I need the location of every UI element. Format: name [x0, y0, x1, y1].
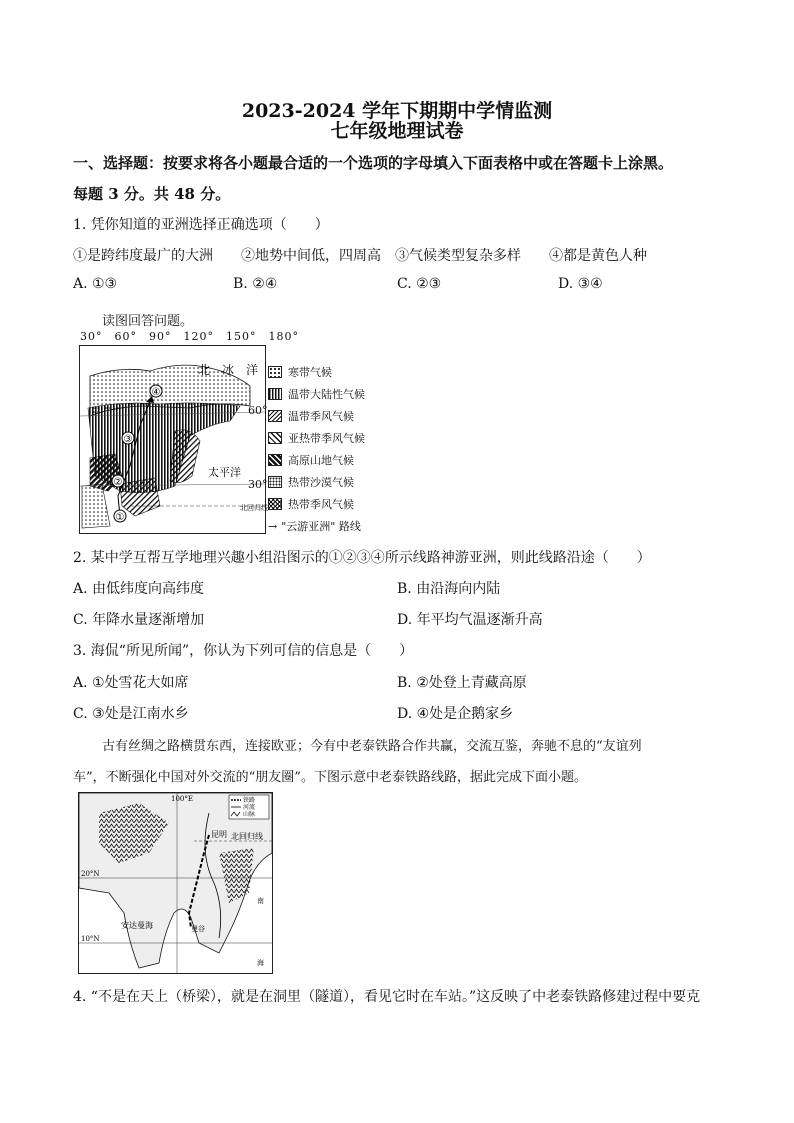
desert-swatch: [268, 476, 282, 488]
q1-option-d: D. ③④: [558, 276, 603, 292]
legend-label: 温带大陆性气候: [288, 388, 365, 401]
route-point-4: ④: [151, 387, 161, 398]
railway-map-graphic: [79, 793, 272, 973]
route-point-3: ③: [123, 434, 133, 445]
legend-temperate-monsoon: [268, 408, 354, 424]
legend-mountain: 山脉: [243, 811, 256, 818]
highland-swatch: [268, 454, 282, 466]
map2-lat-10: 10°N: [81, 935, 100, 943]
passage-line-2: 车”，不断强化中国对外交流的“朋友圈”。下图示意中老泰铁路线路，据此完成下面小题。: [73, 770, 587, 785]
legend-river: 河流: [243, 804, 256, 811]
andaman-sea-label: 安达曼海: [121, 921, 153, 930]
q3-option-b: B. ②处登上青藏高原: [397, 675, 527, 691]
map1-tropic-label: 北回归线: [240, 504, 268, 512]
route-point-2: ②: [113, 477, 123, 488]
q2-option-b: B. 由沿海向内陆: [397, 581, 501, 597]
legend-tropical-monsoon: [268, 496, 354, 512]
q1-statements: ①是跨纬度最广的大洲 ②地势中间低，四周高 ③气候类型复杂多样 ④都是黄色人种: [73, 248, 647, 264]
legend-subtropical-monsoon: [268, 430, 365, 446]
q2-option-c: C. 年降水量逐渐增加: [73, 612, 205, 628]
map1-lat-60: 60°: [248, 404, 268, 417]
q1-option-a: A. ①③: [73, 276, 118, 292]
q2-option-a: A. 由低纬度向高纬度: [73, 581, 205, 597]
q3-option-c: C. ③处是江南水乡: [73, 706, 189, 722]
pacific-ocean-label: 太平洋: [208, 466, 241, 479]
q3-option-d: D. ④处是企鹅家乡: [397, 706, 514, 722]
tundra-swatch: [268, 366, 282, 378]
map2-lon-label: 100°E: [171, 795, 193, 803]
railway-map: [78, 792, 273, 974]
bangkok-label: 曼谷: [191, 925, 205, 933]
kunming-label: 昆明: [211, 830, 227, 839]
q1-stem: 1. 凭你知道的亚洲选择正确选项（ ）: [73, 217, 329, 233]
legend-label: "云游亚洲" 路线: [281, 520, 361, 533]
continental-swatch: [268, 388, 282, 400]
route-point-1: ①: [115, 512, 125, 523]
map1-lon-labels: 30° 60° 90° 120° 150° 180°: [80, 330, 299, 343]
legend-route: [268, 518, 361, 534]
q1-option-c: C. ②③: [397, 276, 442, 292]
legend-label: 温带季风气候: [288, 410, 354, 423]
q3-stem: 3. 海侃“所见所闻”，你认为下列可信的信息是（ ）: [73, 643, 414, 659]
map2-lat-20: 20°N: [81, 870, 100, 878]
page-subtitle: 七年级地理试卷: [330, 120, 464, 142]
read-map-prompt: 读图回答问题。: [102, 314, 194, 329]
legend-label: 寒带气候: [288, 366, 332, 379]
legend-continental: [268, 386, 365, 402]
south-sea-label-2: 海: [257, 959, 264, 967]
legend-label: 热带季风气候: [288, 498, 354, 511]
section-instruction: 一、选择题：按要求将各小题最合适的一个选项的字母填入下面表格中或在答题卡上涂黑。: [73, 154, 674, 172]
legend-label: 热带沙漠气候: [288, 476, 354, 489]
page-title: 2023-2024 学年下期期中学情监测: [241, 100, 553, 122]
passage-line-1: 古有丝绸之路横贯东西，连接欧亚；今有中老泰铁路合作共赢，交流互鉴，奔驰不息的“友谊列: [102, 739, 642, 754]
tropical-monsoon-swatch: [268, 498, 282, 510]
legend-desert: [268, 474, 354, 490]
section-score-note: 每题 3 分。共 48 分。: [73, 185, 231, 203]
subtropical-monsoon-swatch: [268, 432, 282, 444]
asia-climate-map-graphic: [80, 346, 268, 533]
map2-tropic-label: 北回归线: [231, 832, 263, 841]
legend-railway: 铁路: [243, 797, 256, 804]
q2-option-d: D. 年平均气温逐渐升高: [397, 612, 543, 628]
q2-stem: 2. 某中学互帮互学地理兴趣小组沿图示的①②③④所示线路神游亚洲，则此线路沿途（ ）: [73, 550, 651, 566]
arctic-ocean-label: 北 冰 洋: [198, 363, 259, 377]
q1-option-b: B. ②④: [233, 276, 278, 292]
q3-option-a: A. ①处雪花大如席: [73, 675, 189, 691]
q4-stem: 4. “不是在天上（桥梁），就是在洞里（隧道），看见它时在车站。”这反映了中老泰铁路修建过程中要克: [73, 989, 701, 1005]
asia-climate-map: [79, 345, 266, 534]
map1-lat-30: 30°: [248, 478, 268, 491]
route-arrow-icon: →: [268, 519, 278, 533]
legend-label: 高原山地气候: [288, 454, 354, 467]
legend-tundra: [268, 364, 332, 380]
legend-label: 亚热带季风气候: [288, 432, 365, 445]
south-sea-label-1: 南: [257, 897, 264, 905]
temperate-monsoon-swatch: [268, 410, 282, 422]
legend-highland: [268, 452, 354, 468]
